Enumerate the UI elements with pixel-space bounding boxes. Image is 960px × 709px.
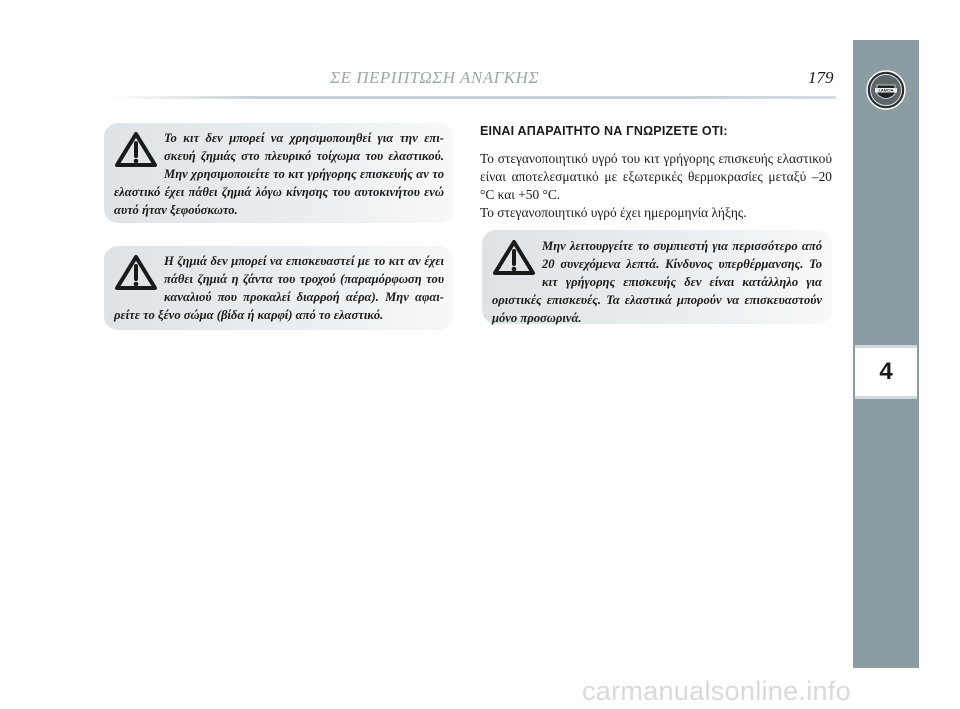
warning-box bbox=[104, 246, 454, 330]
body-text bbox=[480, 150, 832, 222]
header-section-title: ΣΕ ΠΕΡΙΠΤΩΣΗ ΑΝΑΓΚΗΣ bbox=[330, 68, 539, 87]
warning-text: Το κιτ δεν μπορεί να χρησιμοποιηθεί για την επισκευή ζημιάς στο πλευρικό τοίχωμα του ελαστικού. Μην χρησιμοποιείτε το κιτ γρήγορης επισκευής αν το ελαστικό έχει πάθει ζημιά λόγω κίνησης του αυτοκινήτου ενώ αυτό ήταν ξεφούσκωτο. bbox=[114, 131, 444, 217]
lancia-logo-icon bbox=[866, 70, 906, 110]
watermark: carmanualsonline.info bbox=[582, 676, 851, 706]
paragraph: Το στεγανοποιητικό υγρό του κιτ γρήγορης επισκευής ελαστικού είναι αποτελεσματικό με εξωτερικές θερμοκρασίες μεταξύ –20 °C και +50 °C. bbox=[480, 151, 832, 202]
warning-text: Μην λειτουργείτε το συμπιεστή για περισσότερο από 20 συνεχόμενα λεπτά. Κίνδυνος υπερθέρμανσης. Το κιτ γρήγορης επισκευής δεν είναι κατάλληλο για οριστικές επισκευές. Τα ελαστικά μπορούν να επισκευαστούν μόνο προσωρινά. bbox=[492, 239, 822, 325]
section-heading: ΕΙΝΑΙ ΑΠΑΡΑΙΤΗΤΟ ΝΑ ΓΝΩΡΙΖΕΤΕ ΟΤΙ: bbox=[480, 124, 728, 138]
warning-triangle-icon bbox=[114, 131, 158, 169]
paragraph: Το στεγανοποιητικό υγρό έχει ημερομηνία λήξης. bbox=[480, 205, 747, 220]
page-number: 179 bbox=[808, 68, 834, 87]
warning-box bbox=[104, 123, 454, 223]
warning-triangle-icon bbox=[114, 254, 158, 292]
warning-text: Η ζημιά δεν μπορεί να επισκευαστεί με το κιτ αν έχει πάθει ζημιά η ζάντα του τροχού (παραμόρφωση του καναλιού που προκαλεί διαρροή αέρα). Μην αφαιρείτε το ξένο σώμα (βίδα ή καρφί) από το ελαστικό. bbox=[114, 254, 444, 322]
header-rule bbox=[108, 96, 836, 99]
warning-box bbox=[482, 230, 832, 324]
warning-triangle-icon bbox=[492, 239, 536, 277]
logo-text: LANCIA bbox=[878, 87, 894, 93]
chapter-tab bbox=[855, 345, 917, 399]
chapter-number: 4 bbox=[879, 358, 893, 385]
